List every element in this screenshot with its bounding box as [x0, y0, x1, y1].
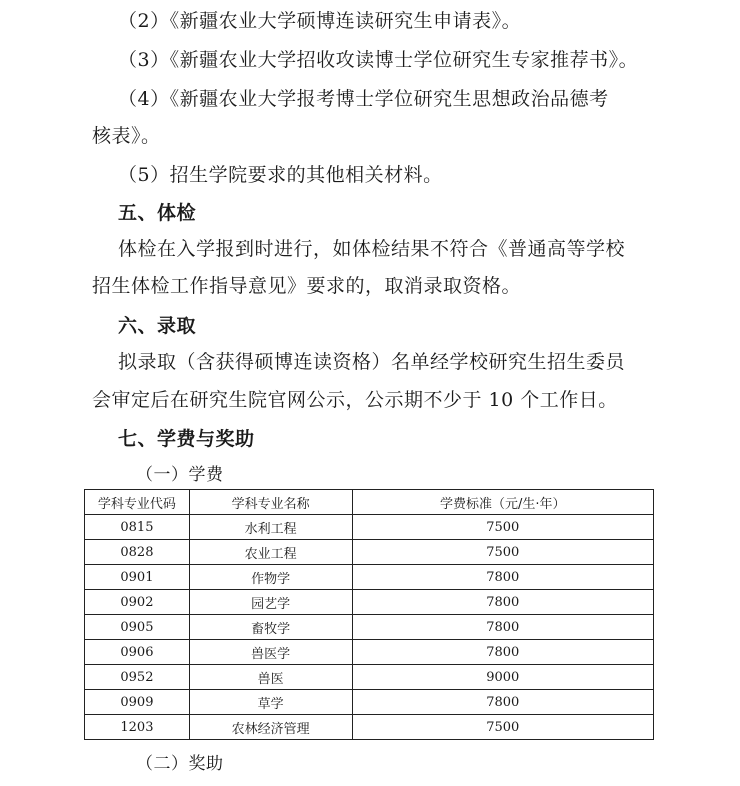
table-header-row [85, 490, 654, 515]
cell-name: 农林经济管理 [189, 715, 352, 740]
cell-code: 0905 [85, 615, 190, 640]
table-row [85, 690, 654, 715]
header-name: 学科专业名称 [189, 490, 352, 515]
cell-fee: 7500 [352, 515, 653, 540]
cell-fee: 7500 [352, 540, 653, 565]
table-row [85, 515, 654, 540]
item-2: （2）《新疆农业大学硕博连读研究生申请表》。 [118, 10, 522, 32]
cell-code: 0906 [85, 640, 190, 665]
cell-code: 0902 [85, 590, 190, 615]
cell-fee: 7800 [352, 565, 653, 590]
table-row [85, 565, 654, 590]
cell-fee: 7800 [352, 615, 653, 640]
table-row [85, 640, 654, 665]
cell-name: 农业工程 [189, 540, 352, 565]
header-fee: 学费标准（元/生·年） [352, 490, 653, 515]
cell-code: 0952 [85, 665, 190, 690]
cell-name: 兽医 [189, 665, 352, 690]
tuition-subheading: （一）学费 [136, 465, 224, 485]
cell-name: 草学 [189, 690, 352, 715]
section-5-line-1: 体检在入学报到时进行，如体检结果不符合《普通高等学校 [118, 238, 626, 260]
section-7-heading: 七、学费与奖助 [118, 428, 255, 450]
aid-subheading: （二）奖助 [136, 754, 224, 774]
cell-name: 兽医学 [189, 640, 352, 665]
table-row [85, 715, 654, 740]
cell-fee: 7800 [352, 690, 653, 715]
section-5-line-2: 招生体检工作指导意见》要求的，取消录取资格。 [92, 275, 522, 297]
cell-code: 1203 [85, 715, 190, 740]
cell-fee: 7800 [352, 640, 653, 665]
item-4: （4）《新疆农业大学报考博士学位研究生思想政治品德考 [118, 88, 609, 110]
section-6-line-1: 拟录取（含获得硕博连读资格）名单经学校研究生招生委员 [118, 351, 626, 373]
cell-name: 园艺学 [189, 590, 352, 615]
cell-fee: 7800 [352, 590, 653, 615]
table-row [85, 540, 654, 565]
cell-name: 水利工程 [189, 515, 352, 540]
cell-name: 作物学 [189, 565, 352, 590]
section-6-line-2: 会审定后在研究生院官网公示，公示期不少于 10 个工作日。 [92, 389, 618, 411]
cell-code: 0828 [85, 540, 190, 565]
cell-code: 0909 [85, 690, 190, 715]
cell-fee: 7500 [352, 715, 653, 740]
cell-fee: 9000 [352, 665, 653, 690]
tuition-table [84, 489, 654, 740]
table-row [85, 665, 654, 690]
cell-name: 畜牧学 [189, 615, 352, 640]
item-3: （3）《新疆农业大学招收攻读博士学位研究生专家推荐书》。 [118, 49, 639, 71]
item-5: （5）招生学院要求的其他相关材料。 [118, 164, 443, 186]
header-code: 学科专业代码 [85, 490, 190, 515]
section-5-heading: 五、体检 [118, 202, 197, 224]
cell-code: 0815 [85, 515, 190, 540]
item-4-continued: 核表》。 [92, 125, 161, 147]
cell-code: 0901 [85, 565, 190, 590]
section-6-heading: 六、录取 [118, 315, 197, 337]
table-row [85, 590, 654, 615]
table-row [85, 615, 654, 640]
